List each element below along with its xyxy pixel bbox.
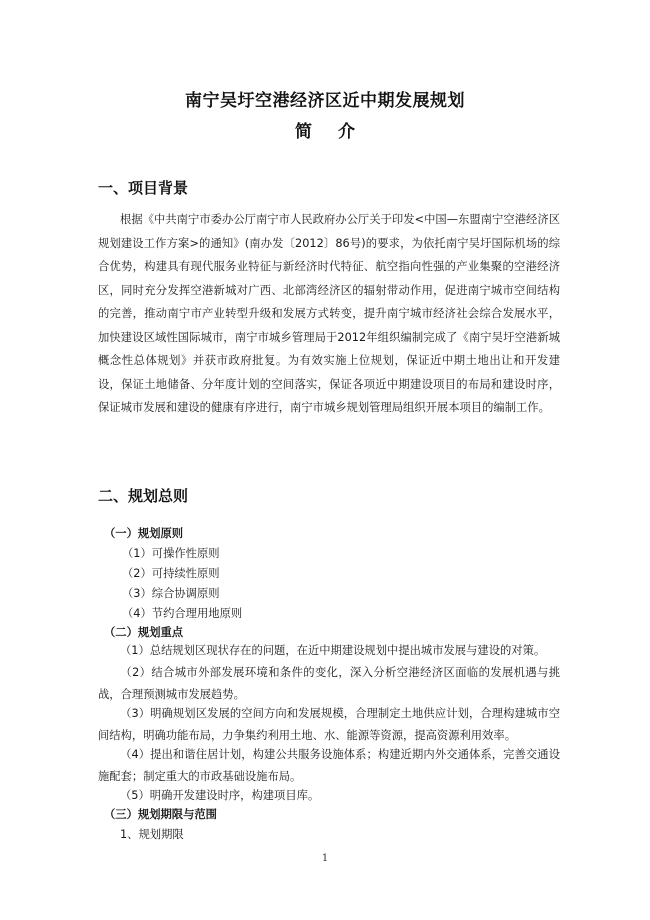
focus-item — [98, 785, 560, 807]
background-paragraph-text: 根据《中共南宁市委办公厅南宁市人民政府办公厅关于印发<中国—东盟南宁空港经济区规划建设工作方案>的通知》(南办发〔2012〕86号)的要求，为依托南宁吴圩国际机场的综合优势，构建具有现代服务业特征与新经济时代特征、航空指向性强的产业集聚的空港经济区，同时充分发挥空港新城对广西、北部湾经济区的辐射带动作用，促进南宁城市空间结构的完善，推动南宁市产业转型升级和发展方式转变，提升南宁城市经济社会综合发展水平，加快建设区域性国际城市，南宁市城乡管理局于2012年组织编制完成了《南宁吴圩空港新城概念性总体规划》并获市政府批复。为有效实施上位规划，保证近中期土地出让和开发建设，保证土地储备、分年度计划的空间落实，保证各项近中期建设项目的布局和建设时序，保证城市发展和建设的健康有序进行，南宁市城乡规划管理局组织开展本项目的编制工作。 — [98, 213, 560, 414]
focus-item — [98, 744, 560, 787]
subsection-period-scope: （三）规划期限与范围 — [104, 808, 217, 821]
focus-item-text: （3）明确规划区发展的空间方向和发展规模，合理制定土地供应计划，合理构建城市空间结构，明确功能布局，力争集约利用土地、水、能源等资源，提高资源利用效率。 — [98, 707, 560, 742]
focus-item-text: （1）总结规划区现状存在的问题，在近中期建设规划中提出城市发展与建设的对策。 — [120, 644, 546, 657]
page-number: 1 — [321, 853, 329, 864]
section-heading-general: 二、规划总则 — [98, 487, 189, 505]
principle-item: （4）节约合理用地原则 — [122, 607, 243, 620]
focus-item-text: （5）明确开发建设时序，构建项目库。 — [120, 789, 320, 802]
focus-item — [98, 662, 560, 705]
focus-item-text: （2）结合城市外部发展环境和条件的变化，深入分析空港经济区面临的发展机遇与挑战，合理预测城市发展趋势。 — [98, 666, 560, 701]
focus-item-text: （4）提出和谐住居计划，构建公共服务设施体系；构建近期内外交通体系，完善交通设施配套；制定重大的市政基础设施布局。 — [98, 748, 560, 783]
subsection-principles: （一）规划原则 — [104, 527, 184, 540]
focus-item — [98, 640, 560, 662]
section-heading-background: 一、项目背景 — [98, 179, 189, 197]
document-subtitle: 简 介 — [295, 122, 365, 142]
subsection-focus: （二）规划重点 — [104, 626, 184, 639]
period-item: 1、规划期限 — [120, 828, 184, 841]
background-paragraph — [98, 208, 560, 420]
principle-item: （3）综合协调原则 — [122, 587, 220, 600]
principle-item: （2）可持续性原则 — [122, 567, 220, 580]
focus-item — [98, 703, 560, 746]
document-title: 南宁吴圩空港经济区近中期发展规划 — [185, 91, 465, 111]
principle-item: （1）可操作性原则 — [122, 547, 220, 560]
